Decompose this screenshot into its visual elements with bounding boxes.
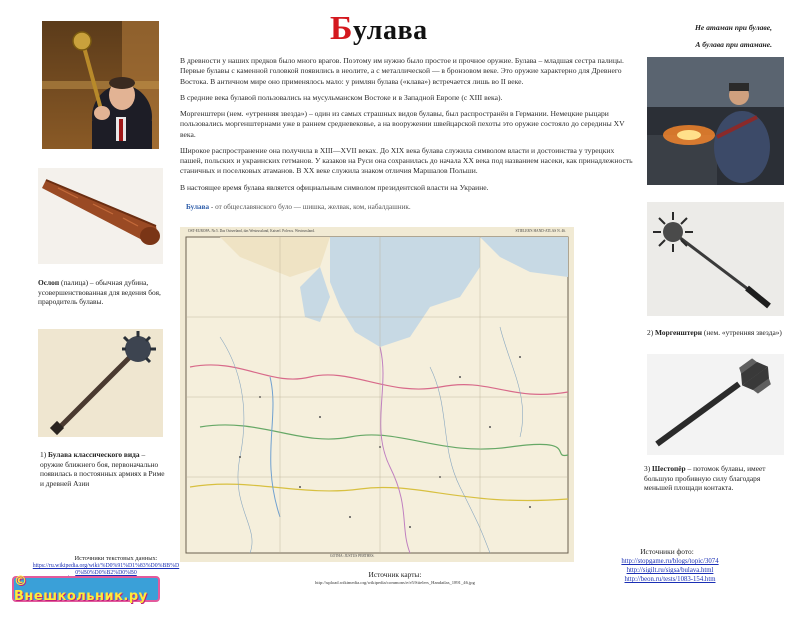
definition-text: - от общеславянского було — шишка, желвак, ком, набалдашник.	[209, 203, 411, 211]
photo-source-link-3[interactable]: http://beon.ru/tests/1083-154.htm	[624, 576, 716, 584]
classic-term: Булава классического вида	[48, 450, 140, 459]
president-with-bulava-photo	[42, 21, 159, 149]
title-first-letter: Б	[330, 10, 353, 47]
map-source-heading: Источник карты:	[368, 570, 422, 579]
definition	[186, 203, 411, 211]
vneshkolnik-logo: © Внешкольник.ру	[12, 576, 160, 602]
photo-source-link-2[interactable]: http://sigilt.ru/sigsa/bulava.html	[626, 567, 714, 575]
title-rest: улава	[352, 15, 428, 46]
main-text	[180, 56, 638, 199]
historical-map	[180, 227, 574, 562]
map-header-right: STIELER'S HAND-ATLAS N. 46.	[515, 229, 566, 233]
shestoper-photo	[647, 354, 784, 455]
text-source-link-1[interactable]: https://ru.wikipedia.org/wiki/%D0%91%D1%83%D0%BB%D0%B0%D0%B2%D0%B0	[32, 563, 180, 576]
morgenstern-caption	[647, 328, 787, 338]
photo-source-link-1[interactable]: http://stopgame.ru/blogs/topic/3074	[621, 558, 719, 565]
shest-term: Шестопёр	[652, 464, 686, 473]
blacksmith-forge-photo	[647, 57, 784, 185]
proverb-line-2: А булава при атамане.	[695, 39, 772, 49]
map-footer: GOTHA: JUSTUS PERTHES.	[330, 554, 375, 558]
oslop-text: (палица) – обычная дубина, усовершенствованная для ведения боя, прародитель булавы.	[38, 278, 161, 307]
morgen-num: 2)	[647, 328, 656, 337]
morgenstern-photo	[647, 202, 784, 316]
morgen-text: (нем. «утренняя звезда»)	[702, 328, 782, 337]
oslop-caption	[38, 278, 168, 307]
photo-sources-links	[600, 557, 740, 585]
oslop-term: Ослоп	[38, 278, 60, 287]
paragraph-1: В древности у наших предков было много врагов. Поэтому им нужно было простое и прочное оружие. Булава – младшая сестра палицы. Первые булавы с каменной головкой появились в неолите, а с металлической — в бронзовом веке. Это оружие характерно для Древнего Востока. В античном мире оно применялось мало: у римлян булава («клава») встречается лишь во II веке.	[180, 56, 624, 86]
map-source-url[interactable]: http://upload.wikimedia.org/wikipedia/commons/e/e5/Stielers_Handatlas_1891_46.jpg	[315, 580, 475, 585]
page-title	[330, 10, 428, 48]
shest-text: – потомок булавы, имеет большую пробивную силу благодаря меньшей площади контакта.	[644, 464, 766, 493]
paragraph-5: В настоящее время булава является официальным символом президентской власти на Украине.	[180, 182, 489, 192]
definition-term: Булава	[186, 203, 210, 211]
paragraph-4: Широкое распространение она получила в XIII—XVII веках. До XIX века булава служила символом власти и достоинства у турецких пашей, польских и украинских гетманов. У казаков на Руси она сохранилась до начала XX века под названием насеки, как принадлежность станичных и поселковых атаманов. В XX веке служила знаком отличия Маршалов Польши.	[180, 145, 633, 176]
map-source-link	[252, 580, 538, 586]
classic-num: 1)	[40, 450, 49, 459]
photo-sources-heading: Источники фото:	[640, 547, 694, 556]
map-header-left: OST-EUROPA. Nr.5. Das Ostseeland, das Westrussland, Kaiserl. Polen u. Westrussland.	[188, 229, 315, 233]
proverb	[642, 20, 772, 53]
proverb-line-1: Не атаман при булаве,	[694, 23, 772, 32]
classic-text: – оружие ближнего боя, первоначально появилась в постоянных армиях в Риме и древней Азии	[40, 450, 165, 488]
shestoper-caption	[644, 464, 784, 493]
morgen-term: Моргенштерн	[655, 328, 703, 337]
text-sources-heading: Источники текстовых данных:	[74, 555, 158, 562]
classic-bulava-photo	[38, 329, 163, 437]
paragraph-3: Моргенштерн (нем. «утренняя звезда») – один из самых страшных видов булавы, был распространён в Германии. Немецкие рыцари пользовались моргенштернами уже в раннем средневековье, а на вооружении швейцарской пехоты это оружие состояло до середины XV века.	[180, 109, 625, 139]
paragraph-2: В средние века булавой пользовались на мусульманском Востоке и в Западной Европе (с XIII века).	[180, 92, 503, 102]
shest-num: 3)	[644, 464, 653, 473]
classic-bulava-caption	[40, 450, 165, 489]
oslop-club-photo	[38, 168, 163, 264]
